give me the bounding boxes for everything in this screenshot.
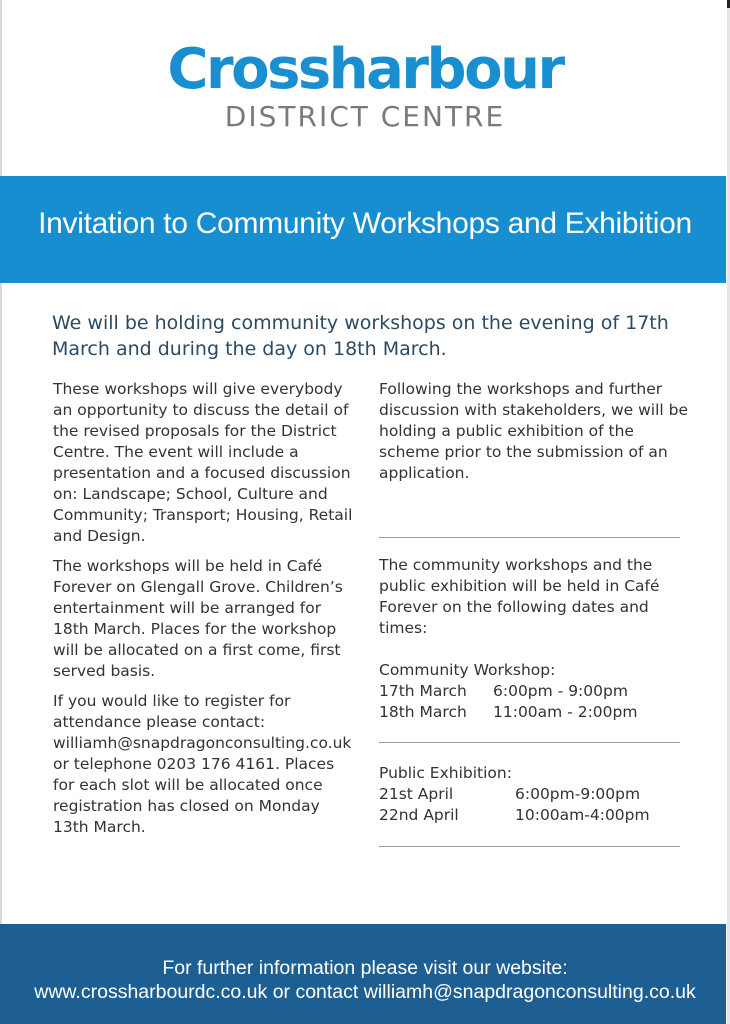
left-paragraph-topics: These workshops will give everybody an opportunity to discuss the detail of the revised proposals for the District Centre. The event will include a presentation and a focused discussion on: Landscape; School, Culture and Community; Transport; Housing, Retail and Design.	[53, 380, 353, 545]
divider-3	[379, 846, 680, 847]
schedule-date: 18th March	[379, 703, 467, 721]
footer-line-contact: www.crossharbourdc.co.uk or contact williamh@snapdragonconsulting.co.uk	[34, 981, 696, 1003]
exhibition-heading: Public Exhibition:	[379, 764, 512, 782]
schedule-time: 10:00am-4:00pm	[515, 806, 650, 824]
divider-2	[379, 742, 680, 743]
footer-line-website: For further information please visit our website:	[162, 957, 568, 979]
left-column	[53, 379, 358, 847]
left-paragraph-venue: The workshops will be held in Café Forever on Glengall Grove. Children’s entertainment will be arranged for 18th March. Places for the workshop will be allocated on a first come, first served basis.	[53, 557, 343, 680]
intro-text: We will be holding community workshops on the evening of 17th March and during the day on 18th March.	[52, 312, 669, 360]
left-paragraph-registration: If you would like to register for attendance please contact: williamh@snapdragonconsulting.co.uk or telephone 0203 176 4161. Places for each slot will be allocated once registration has closed on Monday 13th March.	[53, 692, 352, 836]
schedule-time: 11:00am - 2:00pm	[493, 703, 638, 721]
divider-1	[379, 537, 680, 538]
page-left-edge	[0, 0, 2, 1024]
exhibition-schedule	[379, 763, 689, 826]
schedule-date: 21st April	[379, 785, 454, 803]
workshop-schedule	[379, 660, 689, 723]
logo-wordmark: Crossharbour	[167, 37, 563, 102]
schedule-row	[379, 784, 689, 805]
schedule-row	[379, 805, 689, 826]
workshop-heading: Community Workshop:	[379, 661, 556, 679]
schedule-time: 6:00pm-9:00pm	[515, 785, 641, 803]
right-paragraph-exhibition: Following the workshops and further discussion with stakeholders, we will be holding a public exhibition of the scheme prior to the submission of an application.	[379, 380, 689, 482]
schedule-date: 17th March	[379, 682, 467, 700]
banner-title: Invitation to Community Workshops and Exhibition	[38, 207, 692, 240]
schedule-time: 6:00pm - 9:00pm	[493, 682, 628, 700]
logo-subtitle: DISTRICT CENTRE	[224, 100, 506, 133]
right-paragraph-schedule: The community workshops and the public exhibition will be held in Café Forever on the following dates and times:	[379, 556, 660, 637]
schedule-row	[379, 681, 689, 702]
schedule-row	[379, 702, 689, 723]
footer-text	[0, 956, 730, 1004]
schedule-date: 22nd April	[379, 806, 459, 824]
